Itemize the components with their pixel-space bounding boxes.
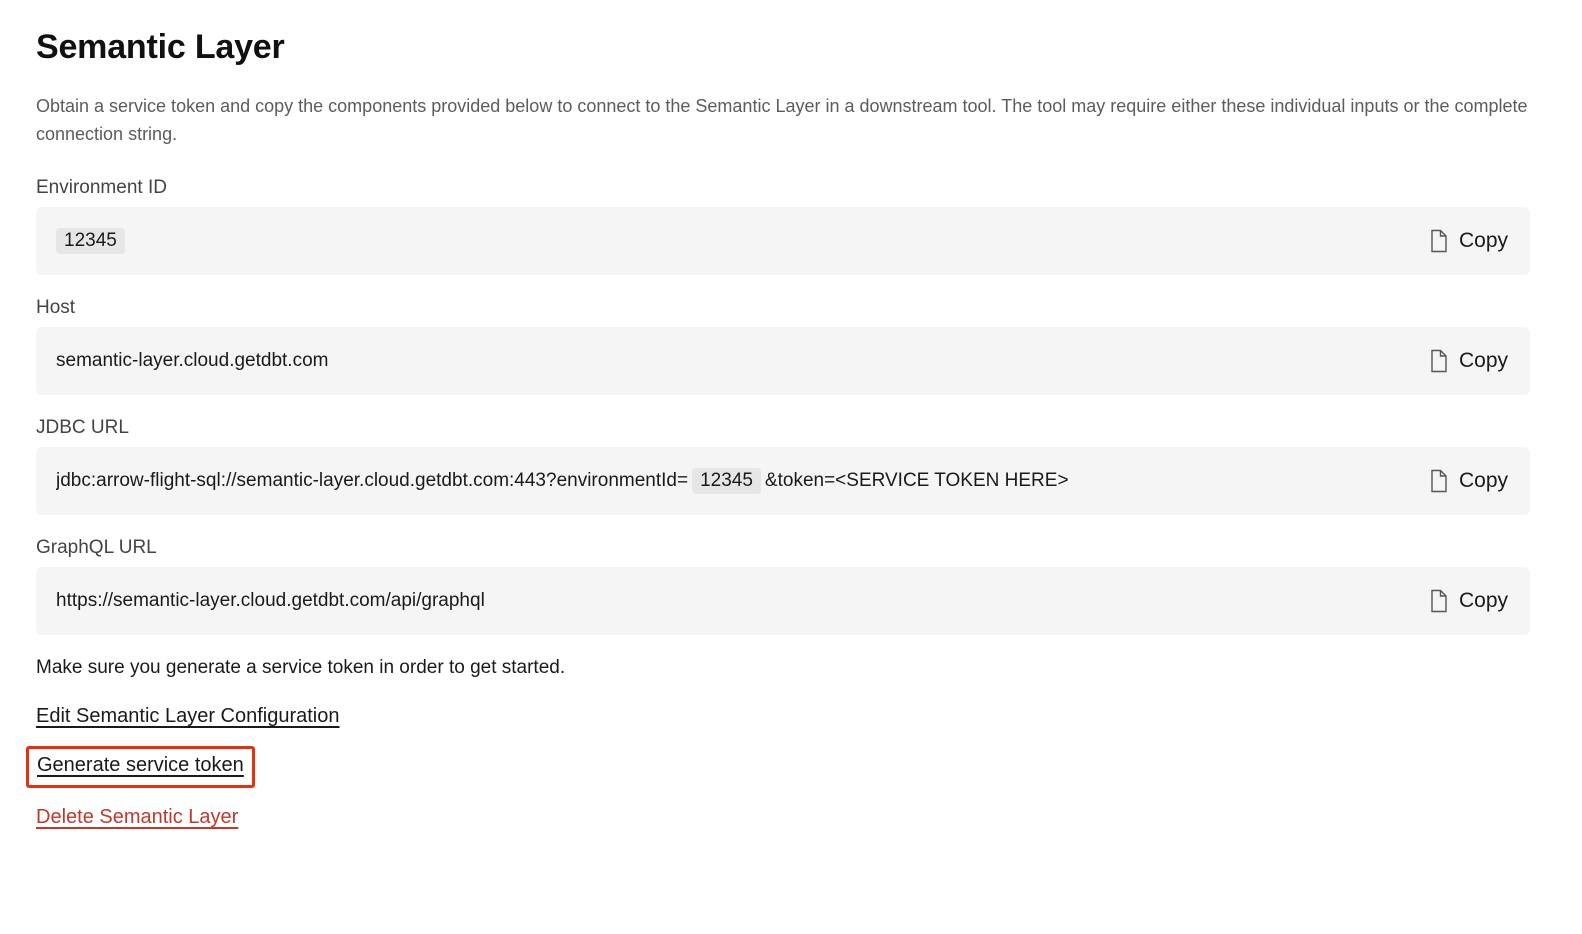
actions-list [36,705,1530,829]
service-token-note: Make sure you generate a service token in order to get started. [36,656,566,678]
environment-id-chip: 12345 [56,228,125,254]
jdbc-url-prefix: jdbc:arrow-flight-sql://semantic-layer.cloud.getdbt.com:443?environmentId= [56,469,689,491]
graphql-url-label: GraphQL URL [36,536,157,558]
jdbc-url-suffix: &token=<SERVICE TOKEN HERE> [764,469,1069,491]
copy-host-label: Copy [1458,348,1508,372]
copy-environment-id-button[interactable] [1411,229,1508,253]
copy-graphql-url-label: Copy [1458,588,1508,612]
delete-layer-row [36,806,1530,829]
copy-environment-id-label: Copy [1458,228,1508,252]
copy-jdbc-url-button[interactable] [1411,469,1508,493]
jdbc-url-label: JDBC URL [36,416,129,438]
generate-token-highlight [26,746,255,788]
copy-icon [1429,229,1449,253]
environment-id-label: Environment ID [36,176,167,198]
environment-id-value [56,228,125,254]
generate-service-token-link[interactable]: Generate service token [37,753,244,776]
host-row [36,327,1530,395]
jdbc-url-environment-chip: 12345 [692,468,761,494]
jdbc-url-row [36,447,1530,515]
graphql-url-row [36,567,1530,635]
copy-graphql-url-button[interactable] [1411,589,1508,613]
jdbc-url-value [56,468,1069,494]
copy-icon [1429,589,1449,613]
edit-semantic-layer-configuration-link[interactable]: Edit Semantic Layer Configuration [36,704,340,727]
host-label: Host [36,296,76,318]
copy-host-button[interactable] [1411,349,1508,373]
generate-token-row [36,746,1530,788]
copy-jdbc-url-label: Copy [1458,468,1508,492]
delete-semantic-layer-link[interactable]: Delete Semantic Layer [36,805,239,828]
page-title: Semantic Layer [36,28,285,66]
graphql-url-value: https://semantic-layer.cloud.getdbt.com/api/graphql [56,589,485,611]
host-value: semantic-layer.cloud.getdbt.com [56,349,329,371]
environment-id-row [36,207,1530,275]
copy-icon [1429,349,1449,373]
copy-icon [1429,469,1449,493]
edit-config-row [36,705,1530,728]
page-description: Obtain a service token and copy the components provided below to connect to the Semantic Layer in a downstream tool. The tool may require either these individual inputs or the complete connection string. [36,96,1528,144]
